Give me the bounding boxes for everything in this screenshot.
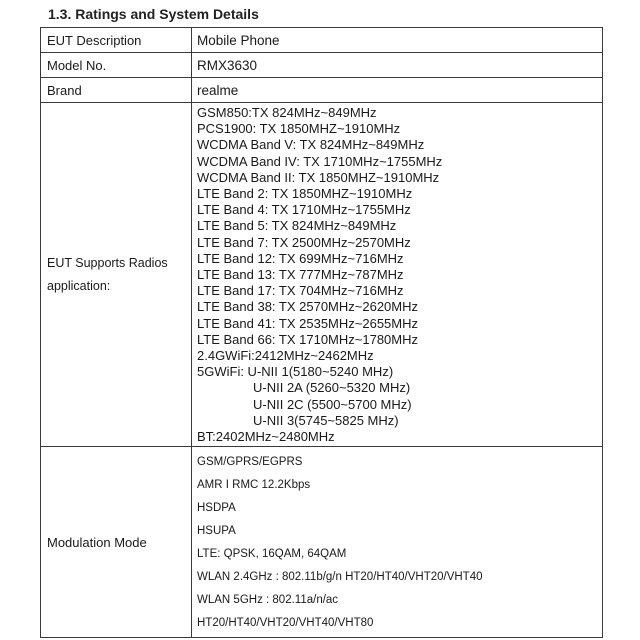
radio-line: LTE Band 12: TX 699MHz~716MHz xyxy=(197,250,404,266)
radio-line: U-NII 3(5745~5825 MHz) xyxy=(253,412,399,428)
radio-line: LTE Band 66: TX 1710MHz~1780MHz xyxy=(197,331,418,347)
brand-value: realme xyxy=(192,78,603,103)
modulation-line: HSDPA xyxy=(197,502,236,515)
radio-line: LTE Band 17: TX 704MHz~716MHz xyxy=(197,283,404,299)
table-row-brand xyxy=(41,78,603,103)
modulation-value xyxy=(192,447,603,638)
radio-line: LTE Band 38: TX 2570MHz~2620MHz xyxy=(197,299,418,315)
radios-label-line1: EUT Supports Radios xyxy=(47,255,168,270)
radio-line: LTE Band 7: TX 2500MHz~2570MHz xyxy=(197,234,411,250)
eut-description-value: Mobile Phone xyxy=(192,28,603,53)
radio-line: BT:2402MHz~2480MHz xyxy=(197,429,335,445)
radios-label xyxy=(41,103,192,447)
brand-label: Brand xyxy=(41,78,192,103)
modulation-label: Modulation Mode xyxy=(41,447,192,638)
radio-line: LTE Band 5: TX 824MHz~849MHz xyxy=(197,218,397,234)
radio-line: LTE Band 4: TX 1710MHz~1755MHz xyxy=(197,202,411,218)
modulation-line: WLAN 2.4GHz : 802.11b/g/n HT20/HT40/VHT20/VHT40 xyxy=(197,571,483,584)
radio-line: GSM850:TX 824MHz~849MHz xyxy=(197,105,377,120)
modulation-line: AMR I RMC 12.2Kbps xyxy=(197,479,311,492)
table-row-modulation xyxy=(41,447,603,638)
radio-line: LTE Band 13: TX 777MHz~787MHz xyxy=(197,267,404,283)
table-row-eut-description xyxy=(41,28,603,53)
radio-line: WCDMA Band V: TX 824MHz~849MHz xyxy=(197,137,425,153)
radio-line: PCS1900: TX 1850MHZ~1910MHz xyxy=(197,121,401,137)
modulation-line: LTE: QPSK, 16QAM, 64QAM xyxy=(197,548,347,561)
radio-line: LTE Band 41: TX 2535MHz~2655MHz xyxy=(197,315,418,331)
modulation-line: HSUPA xyxy=(197,525,236,538)
radio-line: U-NII 2A (5260~5320 MHz) xyxy=(253,380,411,396)
eut-description-label: EUT Description xyxy=(41,28,192,53)
radio-line: U-NII 2C (5500~5700 MHz) xyxy=(253,396,412,412)
modulation-line: HT20/HT40/VHT20/VHT40/VHT80 xyxy=(197,617,374,630)
ratings-table xyxy=(40,27,603,638)
radio-line: LTE Band 2: TX 1850MHZ~1910MHz xyxy=(197,186,413,202)
section-title: 1.3. Ratings and System Details xyxy=(48,6,259,22)
radio-line: WCDMA Band IV: TX 1710MHz~1755MHz xyxy=(197,153,443,169)
modulation-line: GSM/GPRS/EGPRS xyxy=(197,456,303,469)
modulation-line: WLAN 5GHz : 802.11a/n/ac xyxy=(197,594,339,607)
radios-label-line2: application: xyxy=(47,278,111,293)
radio-line: 2.4GWiFi:2412MHz~2462MHz xyxy=(197,348,374,364)
table-row-model-no xyxy=(41,53,603,78)
radios-value xyxy=(192,103,603,447)
radio-line: WCDMA Band II: TX 1850MHZ~1910MHz xyxy=(197,169,440,185)
radio-line: 5GWiFi: U-NII 1(5180~5240 MHz) xyxy=(197,364,394,380)
table-row-radios xyxy=(41,103,603,447)
model-no-value: RMX3630 xyxy=(192,53,603,78)
model-no-label: Model No. xyxy=(41,53,192,78)
